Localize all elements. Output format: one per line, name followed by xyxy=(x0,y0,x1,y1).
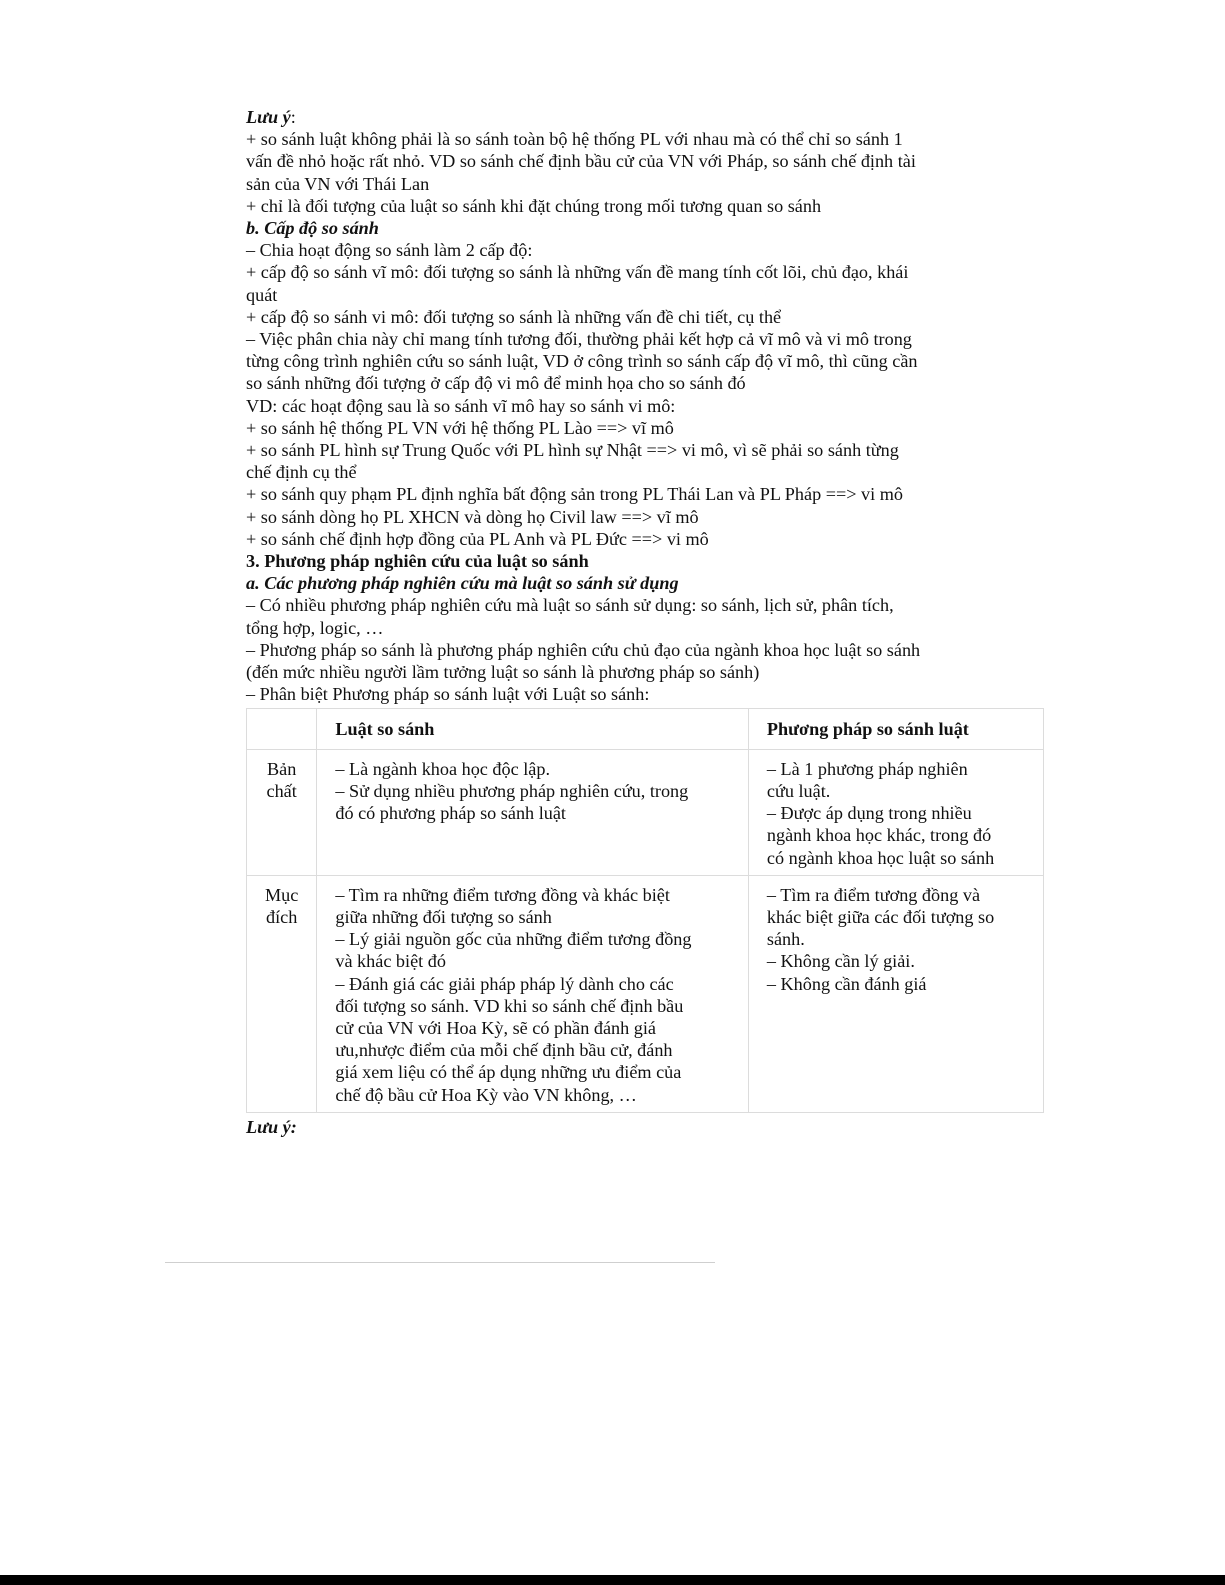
cell-line: và khác biệt đó xyxy=(335,951,446,972)
text-line: – Việc phân chia này chỉ mang tính tương đối, thường phải kết hợp cả vĩ mô và vi mô trong xyxy=(246,329,912,350)
table-header-empty xyxy=(247,709,317,749)
cell-line: – Đánh giá các giải pháp pháp lý dành cho các xyxy=(335,973,674,994)
cell-line: – Là ngành khoa học độc lập. xyxy=(335,758,550,779)
text-line: – Phân biệt Phương pháp so sánh luật với Luật so sánh: xyxy=(246,684,650,705)
text-line: so sánh những đối tượng ở cấp độ vi mô để minh họa cho so sánh đó xyxy=(246,373,746,394)
cell-line: – Tìm ra những điểm tương đồng và khác biệt xyxy=(335,884,670,905)
cell-line: – Không cần lý giải. xyxy=(766,951,915,972)
text-line: + so sánh luật không phải là so sánh toàn bộ hệ thống PL với nhau mà có thể chỉ so sánh 1 xyxy=(246,129,903,150)
cell-line: Bản xyxy=(267,758,297,779)
section-heading: 3. Phương pháp nghiên cứu của luật so sánh xyxy=(246,551,589,572)
table-header-row xyxy=(247,709,1044,749)
text-line: vấn đề nhỏ hoặc rất nhỏ. VD so sánh chế định bầu cử của VN với Pháp, so sánh chế định tài xyxy=(246,151,916,172)
table-header-phuong-phap: Phương pháp so sánh luật xyxy=(748,709,1043,749)
cell-muc-dich-phuong-phap xyxy=(748,875,1043,1112)
cell-line: giá xem liệu có thể áp dụng những ưu điểm của xyxy=(335,1062,682,1083)
text-line: sản của VN với Thái Lan xyxy=(246,173,430,194)
cell-line: – Lý giải nguồn gốc của những điểm tương đồng xyxy=(335,929,692,950)
cell-line: đó có phương pháp so sánh luật xyxy=(335,803,566,824)
cell-line: – Được áp dụng trong nhiều xyxy=(766,803,972,824)
cell-line: sánh. xyxy=(766,929,805,950)
note-label-colon: : xyxy=(290,107,296,127)
paragraph-block xyxy=(246,106,1046,705)
footnote-divider xyxy=(165,1262,715,1263)
table-header-luat-so-sanh: Luật so sánh xyxy=(317,709,749,749)
text-line: + cấp độ so sánh vĩ mô: đối tượng so sánh là những vấn đề mang tính cốt lõi, chủ đạo, khái xyxy=(246,262,909,283)
text-line: + so sánh chế định hợp đồng của PL Anh và PL Đức ==> vi mô xyxy=(246,528,709,549)
cell-line: ưu,nhược điểm của mỗi chế định bầu cử, đánh xyxy=(335,1040,673,1061)
cell-line: cứu luật. xyxy=(766,780,831,801)
cell-ban-chat-phuong-phap xyxy=(748,749,1043,875)
page-bottom-edge xyxy=(0,1575,1225,1585)
table-row xyxy=(247,749,1044,875)
closing-note: Lưu ý: xyxy=(246,1116,297,1137)
cell-line: ngành khoa học khác, trong đó xyxy=(766,825,992,846)
cell-line: – Là 1 phương pháp nghiên xyxy=(766,758,968,779)
cell-line: có ngành khoa học luật so sánh xyxy=(766,847,995,868)
table-row xyxy=(247,875,1044,1112)
text-line: + so sánh hệ thống PL VN với hệ thống PL Lào ==> vĩ mô xyxy=(246,417,674,438)
text-line: tổng hợp, logic, … xyxy=(246,617,384,638)
note-label: Lưu ý xyxy=(246,107,291,127)
cell-line: – Sử dụng nhiều phương pháp nghiên cứu, trong xyxy=(335,780,689,801)
cell-line: cử của VN với Hoa Kỳ, sẽ có phần đánh giá xyxy=(335,1017,657,1038)
cell-line: khác biệt giữa các đối tượng so xyxy=(766,906,995,927)
text-line xyxy=(246,106,1046,128)
row-label-ban-chat xyxy=(247,749,317,875)
cell-line: giữa những đối tượng so sánh xyxy=(335,906,552,927)
text-line: + so sánh PL hình sự Trung Quốc với PL hình sự Nhật ==> vi mô, vì sẽ phải so sánh từng xyxy=(246,440,899,461)
text-line: + so sánh dòng họ PL XHCN và dòng họ Civil law ==> vĩ mô xyxy=(246,506,699,527)
section-heading: b. Cấp độ so sánh xyxy=(246,218,379,239)
cell-line: – Tìm ra điểm tương đồng và xyxy=(766,884,981,905)
cell-line: – Không cần đánh giá xyxy=(766,973,927,994)
text-line: VD: các hoạt động sau là so sánh vĩ mô hay so sánh vi mô: xyxy=(246,395,676,416)
cell-muc-dich-luat xyxy=(317,875,749,1112)
cell-ban-chat-luat xyxy=(317,749,749,875)
section-heading: a. Các phương pháp nghiên cứu mà luật so sánh sử dụng xyxy=(246,573,679,594)
cell-line: đích xyxy=(266,906,298,927)
cell-line: chất xyxy=(266,780,297,801)
text-line: quát xyxy=(246,284,278,305)
document-body xyxy=(246,106,1046,1138)
text-line: – Phương pháp so sánh là phương pháp nghiên cứu chủ đạo của ngành khoa học luật so sánh xyxy=(246,639,921,660)
text-line: (đến mức nhiều người lầm tưởng luật so sánh là phương pháp so sánh) xyxy=(246,662,760,683)
text-line: – Chia hoạt động so sánh làm 2 cấp độ: xyxy=(246,240,533,261)
comparison-table xyxy=(246,708,1044,1112)
text-line: + cấp độ so sánh vi mô: đối tượng so sánh là những vấn đề chi tiết, cụ thể xyxy=(246,306,782,327)
cell-line: chế độ bầu cử Hoa Kỳ vào VN không, … xyxy=(335,1084,637,1105)
text-line: + chỉ là đối tượng của luật so sánh khi đặt chúng trong mối tương quan so sánh xyxy=(246,195,822,216)
cell-line: Mục xyxy=(265,884,299,905)
text-line: + so sánh quy phạm PL định nghĩa bất động sản trong PL Thái Lan và PL Pháp ==> vi mô xyxy=(246,484,903,505)
cell-line: đối tượng so sánh. VD khi so sánh chế định bầu xyxy=(335,995,684,1016)
text-line: chế định cụ thể xyxy=(246,462,357,483)
text-line: từng công trình nghiên cứu so sánh luật, VD ở công trình so sánh cấp độ vĩ mô, thì cũng cần xyxy=(246,351,918,372)
row-label-muc-dich xyxy=(247,875,317,1112)
text-line: – Có nhiều phương pháp nghiên cứu mà luật so sánh sử dụng: so sánh, lịch sử, phân tích, xyxy=(246,595,894,616)
